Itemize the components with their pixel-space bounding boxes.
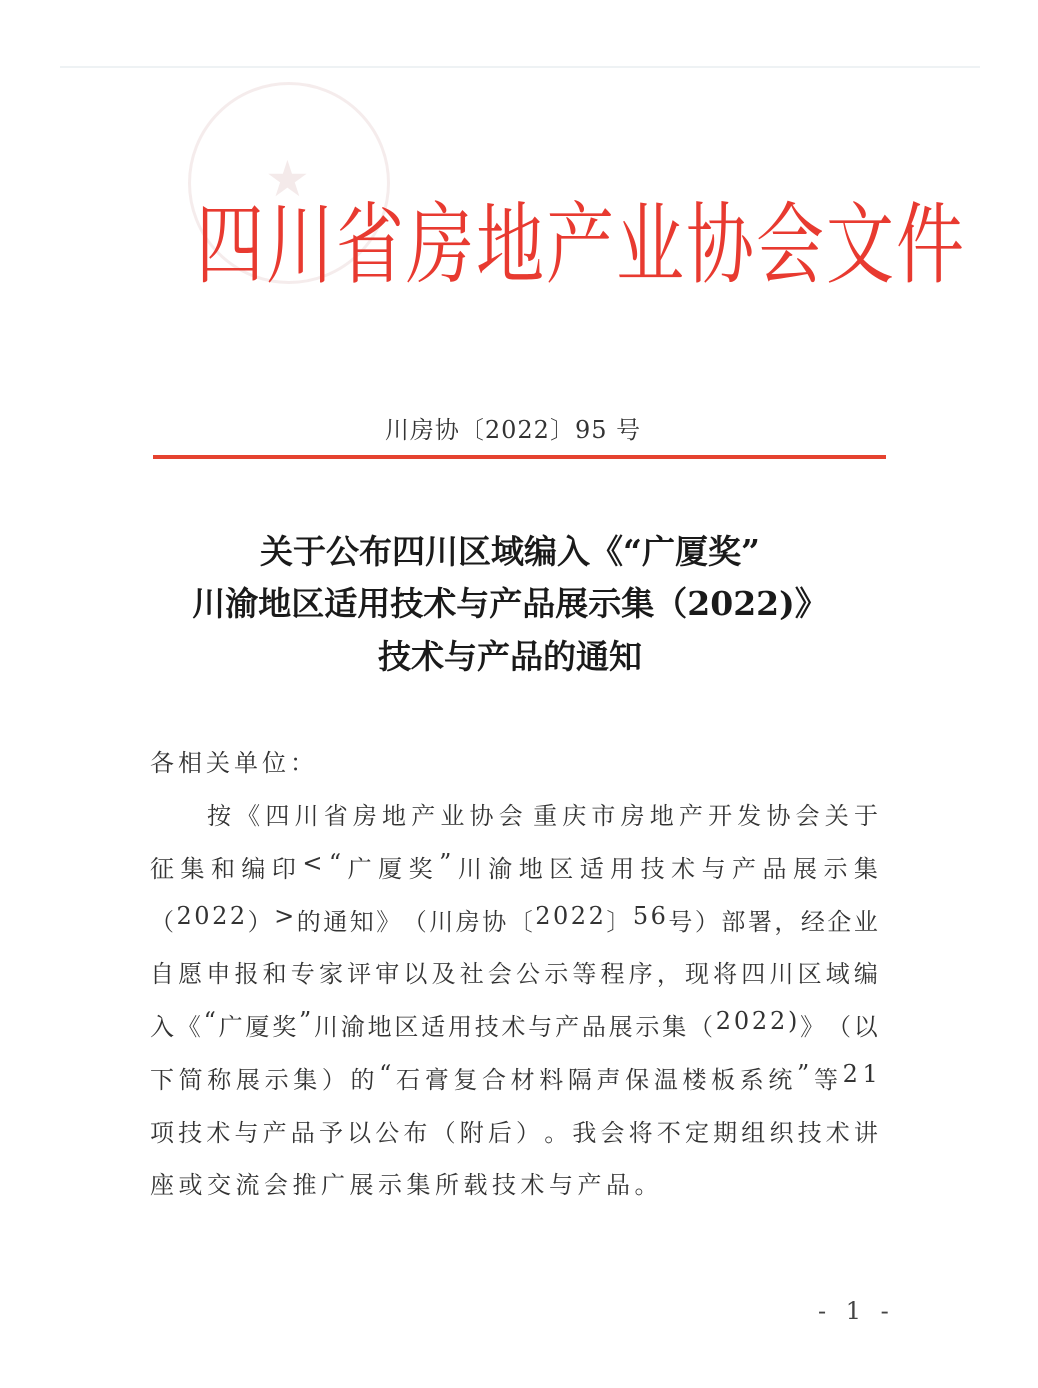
body-line: 入 《 “ 广 厦 奖 ” 川 渝 地 区 适 用 技 术 与 产 品 展 示 集 （ 2 0 2 2 ) 》 （ 以: [150, 1007, 878, 1041]
body-line: 征 集 和 编 印 < “ 广 厦 奖 ” 川 渝 地 区 适 用 技 术 与 产 品 展 示 集: [150, 849, 878, 883]
red-divider: [153, 455, 886, 459]
body-line: 自 愿 申 报 和 专 家 评 审 以 及 社 会 公 示 等 程 序 ， 现 将 四 川 区 域 编: [150, 960, 878, 988]
title-line-1: 关于公布四川区域编入《“广厦奖”: [260, 532, 760, 571]
document-number: 川房协〔2022〕95 号: [384, 416, 642, 444]
page-number: - 1 -: [818, 1297, 895, 1325]
org-header-title: 四川省房地产业协会文件: [196, 195, 967, 298]
seal-star-icon: ★: [265, 150, 310, 208]
body-line: 项 技 术 与 产 品 予 以 公 布 （ 附 后 ） 。 我 会 将 不 定 期 组 织 技 术 讲: [150, 1119, 878, 1147]
scan-edge: [60, 66, 980, 68]
title-line-2: 川渝地区适用技术与产品展示集（2022)》: [192, 584, 828, 623]
body-line: 下 简 称 展 示 集 ） 的 “ 石 膏 复 合 材 料 隔 声 保 温 楼 板 系 统 ” 等 2 1: [150, 1060, 878, 1094]
title-line-3: 技术与产品的通知: [378, 637, 642, 676]
body-line: 座或交流会推广展示集所载技术与产品。: [150, 1171, 663, 1199]
body-line: 按 《 四 川 省 房 地 产 业 协 会 重 庆 市 房 地 产 开 发 协 会 关 于: [207, 802, 878, 830]
body-line: （ 2 0 2 2 ） > 的 通 知 》 （ 川 房 协 〔 2 0 2 2 〕 5 6 号 ） 部 署 ， 经 企 业: [150, 902, 878, 936]
salutation: 各相关单位：: [150, 749, 318, 777]
